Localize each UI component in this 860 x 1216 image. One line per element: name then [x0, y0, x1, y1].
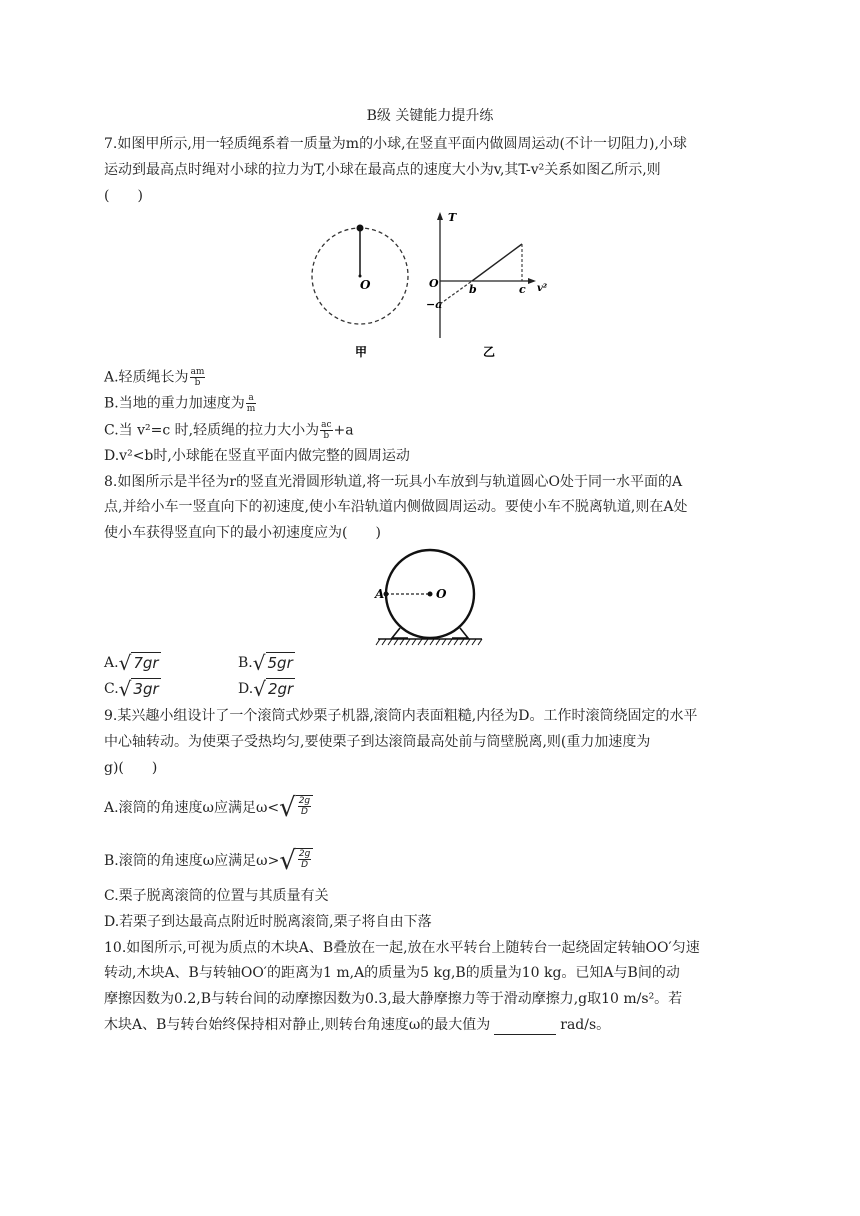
radicand: 7gr — [133, 654, 159, 672]
t-axis-arrow-icon — [437, 212, 443, 220]
q7-figure-jia — [312, 225, 408, 360]
q7-option-a[interactable] — [104, 367, 206, 388]
sqrt-expression — [119, 652, 161, 674]
q7-option-c[interactable] — [104, 420, 354, 441]
q7-figure — [300, 208, 560, 368]
q9-option-a-text: A.滚筒的角速度ω应满足ω< — [104, 800, 280, 816]
fraction — [320, 420, 332, 441]
q7-figure-yi — [426, 211, 548, 359]
q10-line-2: 转动,木块A、B与转轴OO′的距离为1 m,A的质量为5 kg,B的质量为10 kg。已知A与B间的动 — [104, 965, 680, 981]
q8-option-d[interactable] — [238, 678, 295, 700]
section-title: B级 关键能力提升练 — [366, 108, 494, 124]
radicand: 5gr — [267, 654, 293, 672]
q7-line-2: 运动到最高点时绳对小球的拉力为T,小球在最高点的速度大小为v,其T-v²关系如图乙所示,则 — [104, 162, 661, 178]
sqrt-expression — [253, 678, 295, 700]
q7-line-1: 7.如图甲所示,用一轻质绳系着一质量为m的小球,在竖直平面内做圆周运动(不计一切阻力),小球 — [104, 136, 687, 152]
fraction-denominator: m — [246, 404, 256, 414]
t-v2-line — [472, 244, 522, 281]
q8-option-a-prefix: A. — [104, 655, 119, 671]
q8-option-b-prefix: B. — [238, 655, 253, 671]
q10-line-1: 10.如图所示,可视为质点的木块A、B叠放在一起,放在水平转台上随转台一起绕固定转轴OO′匀速 — [104, 940, 700, 956]
fraction-numerator: 2g — [298, 796, 311, 806]
radicand — [296, 848, 313, 874]
q7-option-b[interactable] — [104, 393, 257, 414]
c-label: c — [519, 283, 526, 296]
b-label: b — [469, 283, 477, 296]
fraction-numerator: a — [246, 393, 257, 404]
q9-option-a[interactable] — [104, 795, 313, 821]
q10-last-prefix: 木块A、B与转台始终保持相对静止,则转台角速度ω的最大值为 — [104, 1017, 491, 1033]
q8-line-3: 使小车获得竖直向下的最小初速度应为( ) — [104, 525, 381, 541]
q7-line-3: ( ) — [104, 188, 143, 204]
sqrt-expression — [253, 652, 295, 674]
fraction-numerator: 2g — [298, 849, 311, 859]
radical-sign: √ — [279, 846, 296, 876]
fraction — [298, 796, 311, 817]
radicand: 3gr — [133, 680, 159, 698]
radicand — [296, 795, 313, 821]
ball — [357, 225, 364, 232]
caption-yi: 乙 — [483, 345, 496, 359]
answer-blank[interactable] — [494, 1020, 556, 1035]
q8-option-c-prefix: C. — [104, 681, 119, 697]
q10-line-3: 摩擦因数为0.2,B与转台间的动摩擦因数为0.3,最大静摩擦力等于滑动摩擦力,g取10 m/s²。若 — [104, 991, 683, 1007]
q7-option-c-suffix: +a — [333, 422, 354, 439]
q9-option-c[interactable]: C.栗子脱离滚筒的位置与其质量有关 — [104, 888, 329, 904]
origin-label: O — [429, 277, 439, 290]
fraction-denominator: D — [301, 860, 309, 870]
point-o-dot — [428, 592, 433, 597]
radical-sign: √ — [253, 677, 266, 701]
caption-jia: 甲 — [355, 345, 368, 359]
q9-option-b[interactable] — [104, 848, 313, 874]
dashed-extension — [440, 281, 472, 304]
q8-option-a[interactable] — [104, 652, 161, 674]
v2-axis-label: v² — [537, 283, 548, 294]
v2-axis-arrow-icon — [528, 278, 536, 284]
q8-option-d-prefix: D. — [238, 681, 254, 697]
fraction — [298, 849, 311, 870]
q7-option-d[interactable]: D.v²<b时,小球能在竖直平面内做完整的圆周运动 — [104, 448, 410, 464]
q7-option-c-text: C.当 v²=c 时,轻质绳的拉力大小为 — [104, 422, 320, 439]
radical-sign: √ — [252, 651, 266, 675]
q8-option-c[interactable] — [104, 678, 161, 700]
q7-option-b-text: B.当地的重力加速度为 — [104, 395, 245, 412]
fraction-numerator: ac — [321, 420, 332, 430]
q8-line-2: 点,并给小车一竖直向下的初速度,使小车沿轨道内侧做圆周运动。要使小车不脱离轨道,则在A处 — [104, 499, 688, 515]
fraction-numerator: am — [190, 367, 205, 377]
sqrt-fraction — [279, 848, 313, 874]
radicand: 2gr — [267, 680, 294, 698]
point-a-label: A — [375, 587, 385, 601]
t-axis-label: T — [448, 211, 457, 224]
q9-option-d[interactable]: D.若栗子到达最高点附近时脱离滚筒,栗子将自由下落 — [104, 914, 432, 930]
fraction-denominator: b — [194, 378, 201, 388]
radical-sign: √ — [118, 651, 132, 675]
fraction — [190, 367, 206, 388]
q7-option-a-text: A.轻质绳长为 — [104, 369, 189, 386]
sqrt-expression — [119, 678, 161, 700]
neg-a-label: −a — [426, 298, 443, 311]
radical-sign: √ — [279, 793, 296, 823]
q8-figure — [370, 548, 500, 650]
fraction — [246, 393, 257, 414]
q10-last-suffix: rad/s。 — [560, 1017, 611, 1033]
q8-line-1: 8.如图所示是半径为r的竖直光滑圆形轨道,将一玩具小车放到与轨道圆心O处于同一水平面的A — [104, 474, 683, 490]
ground-hatch — [376, 639, 482, 645]
point-o-label: O — [436, 587, 447, 601]
q9-line-2: 中心轴转动。为使栗子受热均匀,要使栗子到达滚筒最高处前与筒壁脱离,则(重力加速度为 — [104, 734, 651, 750]
q10-line-4 — [104, 1015, 610, 1035]
fraction-denominator: b — [323, 431, 330, 441]
sqrt-fraction — [279, 795, 313, 821]
fraction-denominator: D — [300, 807, 308, 817]
q9-line-1: 9.某兴趣小组设计了一个滚筒式炒栗子机器,滚筒内表面粗糙,内径为D。工作时滚筒绕固定的水平 — [104, 708, 698, 724]
center-label-o: O — [360, 278, 371, 292]
q9-option-b-text: B.滚筒的角速度ω应满足ω> — [104, 853, 280, 869]
q8-option-b[interactable] — [238, 652, 295, 674]
q9-line-3: g)( ) — [104, 760, 158, 776]
radical-sign: √ — [118, 677, 132, 701]
